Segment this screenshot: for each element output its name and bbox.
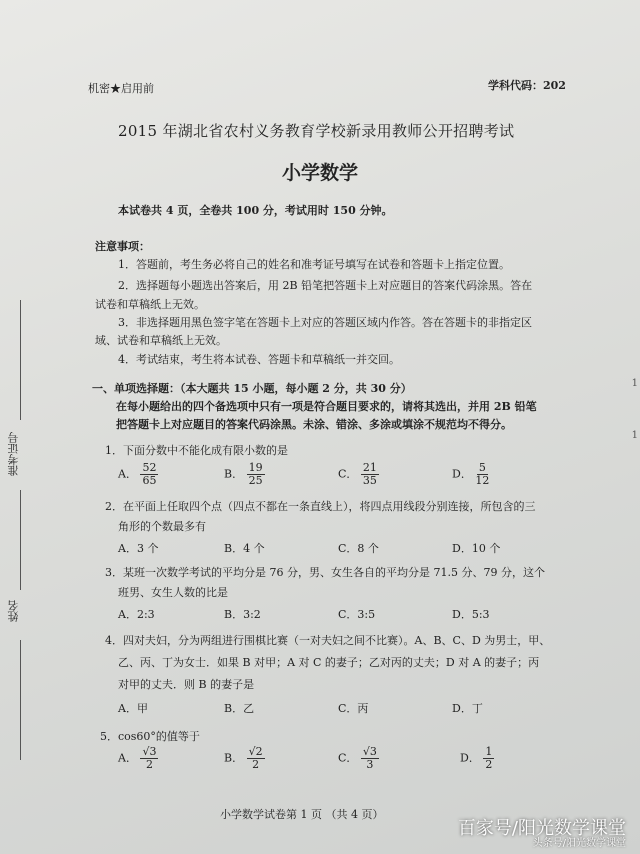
question-option	[460, 746, 494, 771]
numerator: 1	[485, 745, 493, 758]
numerator: √3	[142, 745, 157, 758]
numerator: 5	[478, 461, 486, 474]
question-option: D．丁	[452, 702, 483, 715]
option-label: A．	[118, 467, 137, 481]
denominator: 2	[145, 758, 153, 772]
question-option	[224, 462, 265, 487]
note-line: 2．选择题每小题选出答案后，用 2B 铅笔把答题卡上对应题目的答案代码涂黑。答在	[118, 279, 533, 292]
question-stem: 3．某班一次数学考试的平均分是 76 分，男、女生各自的平均分是 71.5 分、79 分，这个	[105, 566, 545, 579]
question-option: A．甲	[118, 702, 148, 715]
question-stem: 乙、丙、丁为女士．如果 B 对甲；A 对 C 的妻子；乙对丙的丈夫；D 对 A 的妻子；丙	[118, 656, 540, 669]
denominator: 35	[362, 474, 377, 488]
note-line: 域、试卷和草稿纸上无效。	[95, 334, 227, 347]
question-stem: 1．下面分数中不能化成有限小数的是	[105, 444, 288, 457]
exam-title: 2015 年湖北省农村义务教育学校新录用教师公开招聘考试	[118, 122, 515, 140]
section-instruction: 在每小题给出的四个备选项中只有一项是符合题目要求的，请将其选出，并用 2B 铅笔	[116, 400, 537, 413]
question-option: B．3:2	[224, 608, 261, 621]
note-line: 1．答题前，考生务必将自己的姓名和准考证号填写在试卷和答题卡上指定位置。	[118, 258, 510, 271]
subject-title: 小学数学	[281, 162, 358, 184]
question-option: A．3 个	[118, 542, 159, 555]
numerator: √2	[248, 745, 263, 758]
denominator: 3	[366, 758, 374, 772]
notes-heading: 注意事项：	[95, 240, 150, 253]
edge-mark: 1	[631, 430, 638, 441]
question-option	[118, 462, 158, 487]
question-option: C．丙	[338, 702, 369, 715]
option-label: D．	[452, 467, 472, 481]
option-label: B．	[224, 751, 244, 765]
watermark-sub: 头条号/阳光数学课堂	[532, 838, 626, 849]
watermark: 百家号/阳光数学课堂	[457, 818, 626, 839]
numerator: 21	[362, 461, 377, 474]
confidential-label: 机密★启用前	[88, 82, 154, 95]
question-stem: 5．cos60°的值等于	[100, 730, 200, 743]
question-stem: 4．四对夫妇，分为两组进行围棋比赛（一对夫妇之间不比赛）。A、B、C、D 为男士，甲、	[105, 634, 551, 647]
numerator: 19	[248, 461, 263, 474]
binding-line	[20, 490, 21, 590]
option-label: C．	[338, 467, 358, 481]
note-line: 4．考试结束，考生将本试卷、答题卡和草稿纸一并交回。	[118, 353, 400, 366]
fraction	[361, 746, 379, 771]
denominator: 2	[252, 758, 260, 772]
subject-code: 学科代码：202	[488, 79, 566, 92]
fraction	[361, 462, 379, 487]
note-line: 试卷和草稿纸上无效。	[95, 298, 205, 311]
section-heading: 一、单项选择题：（本大题共 15 小题，每小题 2 分，共 30 分）	[92, 382, 412, 395]
fraction	[140, 746, 158, 771]
section-instruction: 把答题卡上对应题目的答案代码涂黑。未涂、错涂、多涂或填涂不规范均不得分。	[116, 418, 512, 431]
question-option: D．10 个	[452, 542, 501, 555]
fraction	[247, 462, 265, 487]
question-option: A．2:3	[118, 608, 155, 621]
page-footer: 小学数学试卷第 1 页 （共 4 页）	[220, 808, 384, 821]
denominator: 12	[475, 474, 490, 488]
option-label: D．	[460, 751, 480, 765]
question-option: C．3:5	[338, 608, 376, 621]
numerator: √3	[362, 745, 377, 758]
question-option: C．8 个	[338, 542, 379, 555]
name-label: 姓名	[7, 600, 20, 622]
exam-meta: 本试卷共 4 页，全卷共 100 分，考试用时 150 分钟。	[118, 204, 393, 217]
fraction	[483, 746, 494, 771]
question-option	[338, 462, 379, 487]
question-option	[338, 746, 379, 771]
question-option: D．5:3	[452, 608, 490, 621]
question-stem: 对甲的丈夫．则 B 的妻子是	[118, 678, 255, 691]
fraction	[140, 462, 158, 487]
question-option: B．乙	[224, 702, 255, 715]
option-label: A．	[118, 751, 137, 765]
question-stem: 角形的个数最多有	[118, 520, 206, 533]
question-option	[224, 746, 265, 771]
binding-line	[20, 300, 21, 420]
denominator: 25	[248, 474, 263, 488]
question-stem: 2．在平面上任取四个点（四点不都在一条直线上），将四点用线段分别连接，所包含的三	[105, 500, 536, 513]
fraction	[247, 746, 265, 771]
option-label: B．	[224, 467, 244, 481]
question-option	[452, 462, 489, 487]
denominator: 2	[485, 758, 493, 772]
numerator: 52	[142, 461, 157, 474]
denominator: 65	[142, 474, 157, 488]
fraction	[475, 462, 489, 487]
exam-id-label: 准考证号	[7, 432, 20, 476]
note-line: 3．非选择题用黑色签字笔在答题卡上对应的答题区域内作答。答在答题卡的非指定区	[118, 316, 532, 329]
binding-line	[20, 640, 21, 760]
question-stem: 班男、女生人数的比是	[118, 586, 228, 599]
edge-mark: 1	[631, 378, 638, 389]
question-option: B．4 个	[224, 542, 265, 555]
question-option	[118, 746, 158, 771]
option-label: C．	[338, 751, 358, 765]
